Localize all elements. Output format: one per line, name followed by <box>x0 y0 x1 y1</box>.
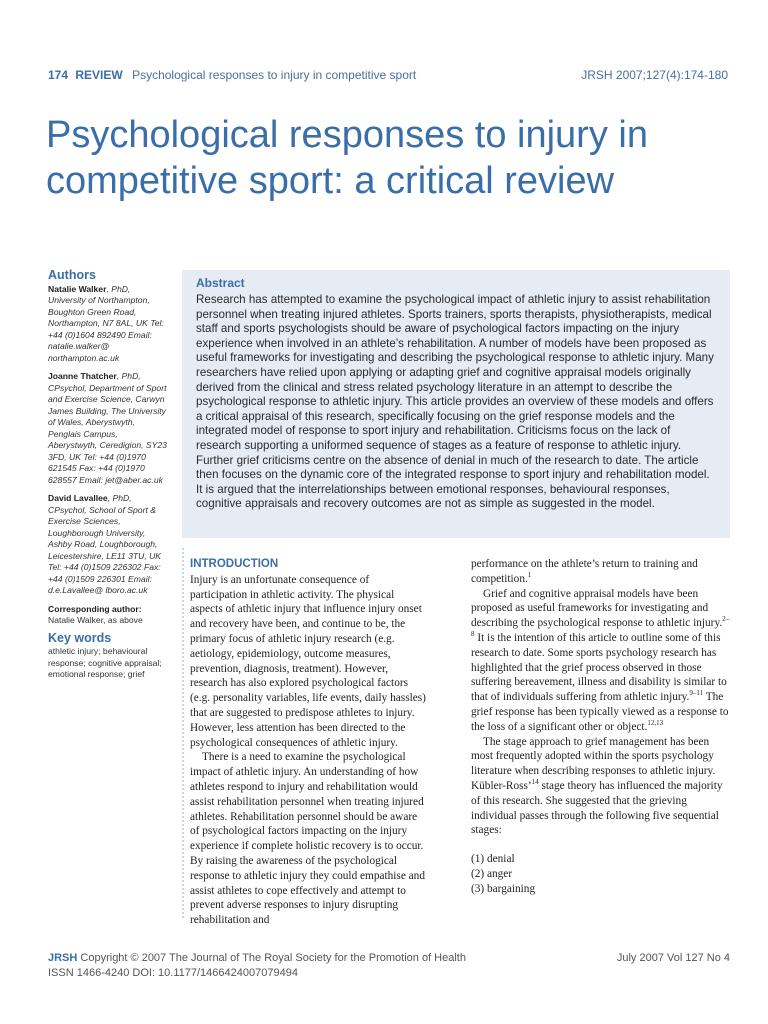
paragraph-text: performance on the athlete’s return to training and competition. <box>471 558 698 585</box>
author-contact: Tel: +44 (0)1604 892490 Email: natalie.walker@ northampton.ac.uk <box>48 318 164 363</box>
citation: 12,13 <box>647 719 664 727</box>
author-name: David Lavallee <box>48 493 108 503</box>
author-degree: , PhD, <box>106 283 131 294</box>
author-degree: , PhD, <box>116 371 141 381</box>
author-degree: , PhD, <box>107 493 132 503</box>
corresponding-author <box>48 604 168 627</box>
author-affiliation: University of Northampton, Boughton Green Road, Northampton, N7 8AL, UK <box>48 295 150 328</box>
paragraph-text: The stage approach to grief management has been most frequently adopted within the sports psychology literature when describing responses to athletic injury. Kübler-Ross’ <box>471 735 716 792</box>
paragraph <box>471 557 731 587</box>
stage-list <box>471 852 731 896</box>
running-title: Psychological responses to injury in competitive sport <box>132 68 417 82</box>
citation: 9–11 <box>689 689 704 698</box>
article-title: Psychological responses to injury in competitive sport: a critical review <box>46 114 648 202</box>
author-entry <box>48 371 168 486</box>
footer-journal: JRSH <box>48 952 78 964</box>
body-column-1 <box>190 557 426 928</box>
citation: 1 <box>527 571 532 580</box>
author-sidebar <box>48 270 168 681</box>
abstract-text: Research has attempted to examine the psychological impact of athletic injury to assist rehabilitation personnel when treating injured athletes. Sports trainers, sports therapists, physiotherapists, medical staff and sports psychologists should be aware of psychological factors impacting on the injury experience when involved in an athlete’s rehabilitation. A number of models have been proposed as useful frameworks for investigating and describing the psychological response to athletic injury. Many researchers have relied upon applying or adapting grief and cognitive appraisal models originally derived from the clinical and stress related psychology literature in an attempt to describe the psychological response to athletic injury. This article provides an overview of these models and offers a critical appraisal of this research, specifically focusing on the grief response models and the integrated model of response to sport injury and rehabilitation. Criticisms focus on the lack of research supporting a uniformed sequence of stages as a feature of response to athletic injury. Further grief criticisms centre on the absence of denial in much of the research to date. The article then focuses on the dynamic core of the integrated response to sport injury and rehabilitation model. It is argued that the interrelationships between emotional responses, behavioural responses, cognitive appraisals and recovery outcomes are not as simple as suggested in the model. <box>196 293 714 511</box>
keywords-list: athletic injury; behavioural response; cognitive appraisal; emotional response; grief <box>48 646 162 679</box>
corresponding-heading: Corresponding author: <box>48 603 142 614</box>
section-label: REVIEW <box>75 68 123 82</box>
author-name: Natalie Walker <box>48 283 107 294</box>
corresponding-value: Natalie Walker, as above <box>48 615 143 625</box>
page-number: 174 <box>48 68 69 82</box>
paragraph-text: It is the intention of this article to outline some of this research to date. Some sports psychology research has highlighted that the grief process observed in those suffering bereavement, illness and disability is similar to that of individuals suffering from athletic injury. <box>471 631 727 704</box>
footer-copyright: Copyright © 2007 The Journal of The Royal Society for the Promotion of Health <box>80 952 466 964</box>
paragraph-text: stage theory has influenced the majority of this research. She suggested that the grieving individual passes through the following five sequential stages: <box>471 779 723 837</box>
author-affiliation: CPsychol, Department of Sport and Exercise Science, Carwyn James Building, The University of Wales, Aberystwyth, Penglais Campus, Aberystwyth, Ceredigion, SY23 3FD, UK <box>48 382 167 462</box>
paragraph-text: Grief and cognitive appraisal models have been proposed as useful frameworks for investigating and describing the psychological response to athletic injury. <box>471 587 723 630</box>
page-footer <box>48 951 730 981</box>
author-entry <box>48 284 168 365</box>
introduction-heading: INTRODUCTION <box>190 558 279 570</box>
author-contact: Tel: +44 (0)1509 226302 Fax: +44 (0)1509 226301 Email: d.e.Lavallee@ lboro.ac.uk <box>48 562 161 595</box>
authors-heading: Authors <box>48 268 96 282</box>
author-entry <box>48 493 168 597</box>
paragraph: Injury is an unfortunate consequence of participation in athletic activity. The physical aspects of athletic injury that influence injury onset and recovery have been, and continue to be, the primary focus of athletic injury research (e.g. aetiology, epidemiology, outcome measures, prevention, diagnosis, treatment). However, research has also explored psychological factors (e.g. personality variables, life events, daily hassles) that are suggested to predispose athletes to injury. However, less attention has been directed to the psychological consequences of athletic injury. <box>190 573 426 749</box>
abstract-heading: Abstract <box>196 276 245 290</box>
list-item: (1) denial <box>471 853 515 866</box>
footer-issue: July 2007 Vol 127 No 4 <box>616 952 730 964</box>
list-item: (2) anger <box>471 867 513 880</box>
paragraph <box>471 735 731 839</box>
paragraph: There is a need to examine the psychological impact of athletic injury. An understanding of how athletes respond to injury and rehabilitation would assist rehabilitation personnel when treating injured athletes. Rehabilitation personnel should be aware of psychological factors impacting on the injury experience if complete holistic recovery is to occur. By raising the awareness of the psychological response to athletic injury they could empathise and assist athletes to cope effectively and attempt to prevent adverse responses to injury disrupting rehabilitation and <box>190 751 425 927</box>
citation: 2–8 <box>471 615 730 639</box>
column-divider <box>182 548 184 918</box>
keywords-heading: Key words <box>48 630 112 645</box>
author-contact: Tel: +44 (0)1970 621545 Fax: +44 (0)1970 628557 Email: jet@aber.ac.uk <box>48 451 163 485</box>
body-column-2 <box>471 557 731 897</box>
paragraph <box>471 587 731 735</box>
list-item: (3) bargaining <box>471 882 536 895</box>
running-head <box>48 68 728 84</box>
paragraph-text: The grief response has been typically viewed as a response to the loss of a significant other or object. <box>471 691 729 733</box>
footer-line-1 <box>48 951 730 966</box>
journal-reference: JRSH 2007;127(4):174-180 <box>581 68 728 82</box>
citation: 14 <box>531 778 539 787</box>
abstract-box <box>182 270 730 538</box>
author-name: Joanne Thatcher <box>48 371 117 381</box>
footer-issn-doi: ISSN 1466-4240 DOI: 10.1177/1466424007079494 <box>48 967 298 979</box>
author-affiliation: CPsychol, School of Sport & Exercise Sciences, Loughborough University, Ashby Road, Loughborough, Leicestershire, LE11 3TU, UK <box>48 504 162 561</box>
